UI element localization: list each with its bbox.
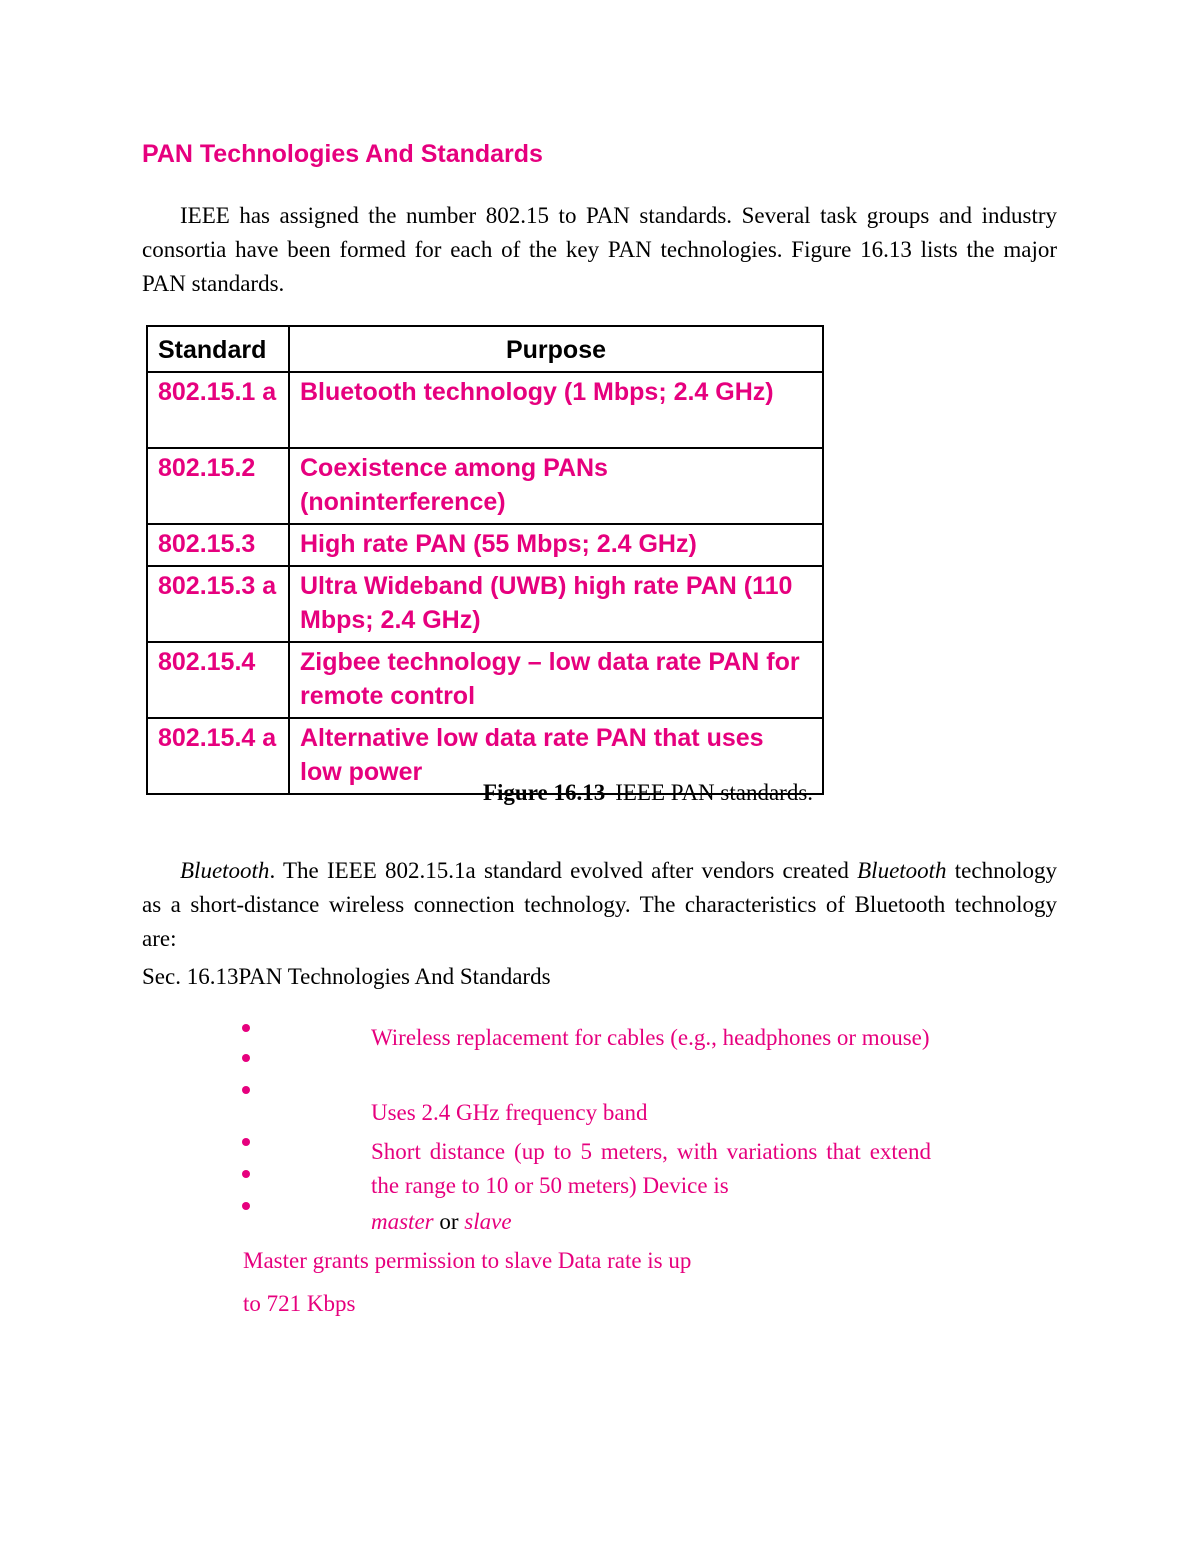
standard-cell: 802.15.4 (147, 642, 289, 718)
intro-paragraph: IEEE has assigned the number 802.15 to PAN standards. Several task groups and industry consortia have been formed for each of the key PAN technologies. Figure 16.13 lists the major PAN standards. (142, 203, 1057, 296)
bullet-dot-icon (242, 1138, 250, 1146)
purpose-cell: Ultra Wideband (UWB) high rate PAN (110 Mbps; 2.4 GHz) (289, 566, 823, 642)
purpose-cell: High rate PAN (55 Mbps; 2.4 GHz) (289, 524, 823, 566)
purpose-cell: Zigbee technology – low data rate PAN for remote control (289, 642, 823, 718)
purpose-cell: Bluetooth technology (1 Mbps; 2.4 GHz) (289, 372, 823, 448)
purpose-cell: Alternative low data rate PAN that uses low power (289, 718, 823, 794)
slave-term: slave (464, 1209, 512, 1234)
table-row (147, 448, 823, 524)
table-header-row (147, 326, 823, 372)
figure-caption (146, 778, 1150, 808)
standard-cell: 802.15.2 (147, 448, 289, 524)
bullet-dot-icon (242, 1086, 250, 1094)
standard-cell: 802.15.1 a (147, 372, 289, 448)
section-reference: Sec. 16.13PAN Technologies And Standards (142, 964, 551, 989)
pan-standards-table (146, 325, 824, 795)
bullet-dot-icon (242, 1202, 250, 1210)
bullet-dot-icon (242, 1054, 250, 1062)
bullet-item-2: Uses 2.4 GHz frequency band (371, 1100, 648, 1125)
bluetooth-text-2: technology as a short-distance wireless connection technology. The characteristics of Bluetooth technology are: (142, 858, 1057, 951)
tail-line-1: Master grants permission to slave Data rate is up (243, 1248, 692, 1273)
table-row (147, 642, 823, 718)
bullet-item-4 (371, 1205, 989, 1239)
standard-cell: 802.15.4 a (147, 718, 289, 794)
header-purpose: Purpose (289, 326, 823, 372)
table-row (147, 566, 823, 642)
tail-line-2: to 721 Kbps (243, 1291, 356, 1316)
master-term: master (371, 1209, 434, 1234)
bullet-dot-icon (242, 1170, 250, 1178)
bullet-item-1: Wireless replacement for cables (e.g., headphones or mouse) (371, 1025, 930, 1050)
header-standard: Standard (147, 326, 289, 372)
bluetooth-term-2: Bluetooth (857, 858, 947, 883)
purpose-cell: Coexistence among PANs (noninterference) (289, 448, 823, 524)
bullet-dot-icon (242, 1024, 250, 1032)
bluetooth-paragraph (142, 854, 1057, 956)
caption-label: Figure 16.13 (482, 780, 606, 805)
bluetooth-text-1: . The IEEE 802.15.1a standard evolved after vendors created (269, 858, 858, 883)
table-row (147, 524, 823, 566)
bullet-item-3: Short distance (up to 5 meters, with variations that extend the range to 10 or 50 meters) Device is (371, 1139, 931, 1198)
standard-cell: 802.15.3 a (147, 566, 289, 642)
bluetooth-term: Bluetooth (180, 858, 270, 883)
standard-cell: 802.15.3 (147, 524, 289, 566)
or-text: or (433, 1209, 465, 1234)
section-heading: PAN Technologies And Standards (142, 140, 543, 168)
table-row (147, 372, 823, 448)
caption-text: IEEE PAN standards. (615, 780, 814, 805)
